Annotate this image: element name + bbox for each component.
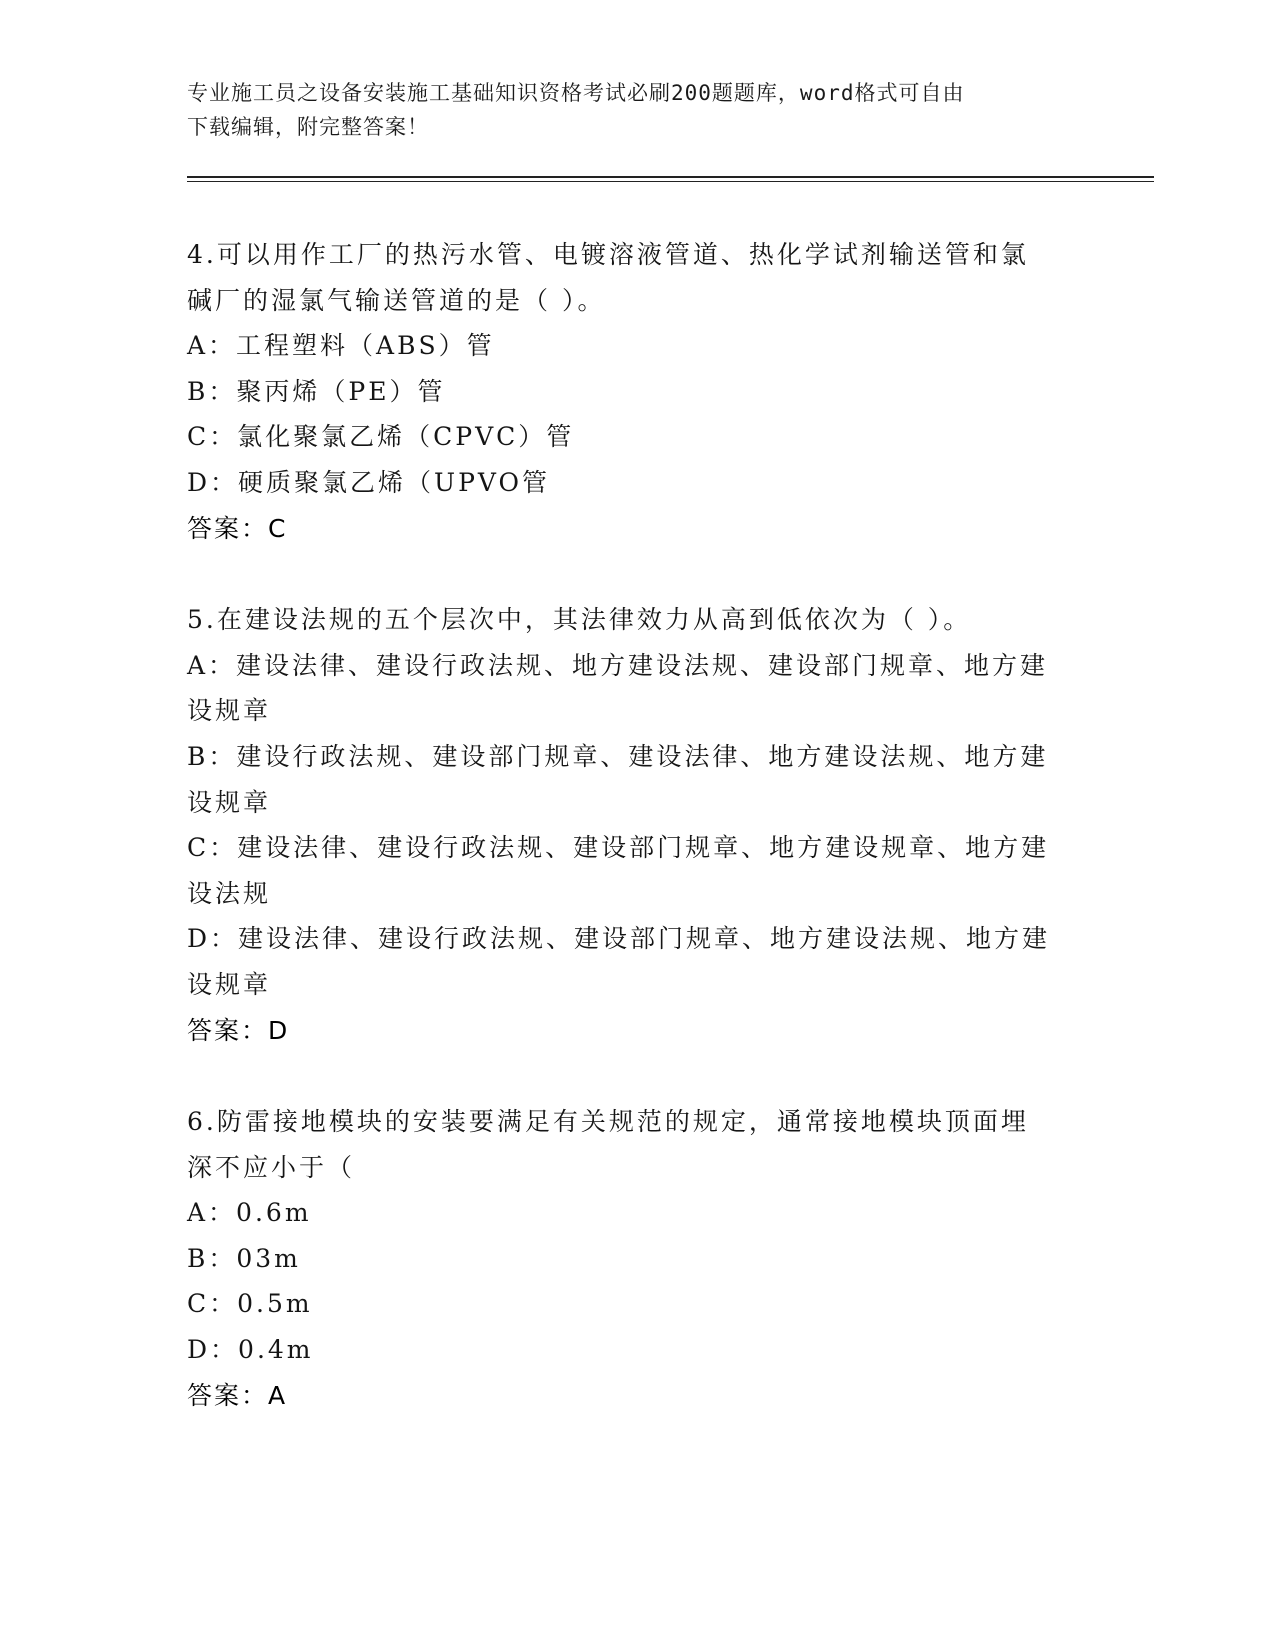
option-c: C：0.5m [187,1289,313,1319]
header-divider [187,176,1154,178]
question-6 [187,1099,1087,1418]
option-d: D：硬质聚氯乙烯（UPVO管 [187,467,551,497]
question-stem: 深不应小于（ [187,1152,356,1182]
answer: 答案：A [187,1380,288,1410]
option-b: B：聚丙烯（PE）管 [187,376,446,406]
question-stem: 5.在建设法规的五个层次中，其法律效力从高到低依次为（ ）。 [187,605,972,635]
option-a: A：工程塑料（ABS）管 [187,331,495,361]
question-stem: 4.可以用作工厂的热污水管、电镀溶液管道、热化学试剂输送管和氯 [187,240,1029,269]
question-5 [187,597,1087,1053]
answer: 答案：C [187,513,288,543]
option-d: D：0.4m [187,1335,314,1365]
option-c: C：氯化聚氯乙烯（CPVC）管 [187,422,575,452]
question-list [187,232,1087,1464]
question-stem: 6.防雷接地模块的安装要满足有关规范的规定，通常接地模块顶面埋 [187,1107,1029,1137]
option-a-continued: 设规章 [187,696,272,726]
header-line-2: 下载编辑，附完整答案！ [187,115,429,139]
header-divider-thin [187,181,1154,182]
option-d-continued: 设规章 [187,969,272,999]
option-a: A：0.6m [187,1198,312,1228]
header-line-1: 专业施工员之设备安装施工基础知识资格考试必刷200题题库，word格式可自由 [187,81,965,105]
document-header [187,76,1087,144]
option-a: A：建设法律、建设行政法规、地方建设法规、建设部门规章、地方建 [187,650,1049,680]
option-c-continued: 设法规 [187,878,272,908]
question-stem: 碱厂的湿氯气输送管道的是（ ）。 [187,285,606,315]
option-c: C：建设法律、建设行政法规、建设部门规章、地方建设规章、地方建 [187,833,1050,863]
option-d: D：建设法律、建设行政法规、建设部门规章、地方建设法规、地方建 [187,924,1051,954]
option-b-continued: 设规章 [187,787,272,817]
option-b: B：03m [187,1243,301,1273]
answer: 答案：D [187,1015,290,1045]
option-b: B：建设行政法规、建设部门规章、建设法律、地方建设法规、地方建 [187,741,1049,771]
question-4 [187,232,1087,551]
